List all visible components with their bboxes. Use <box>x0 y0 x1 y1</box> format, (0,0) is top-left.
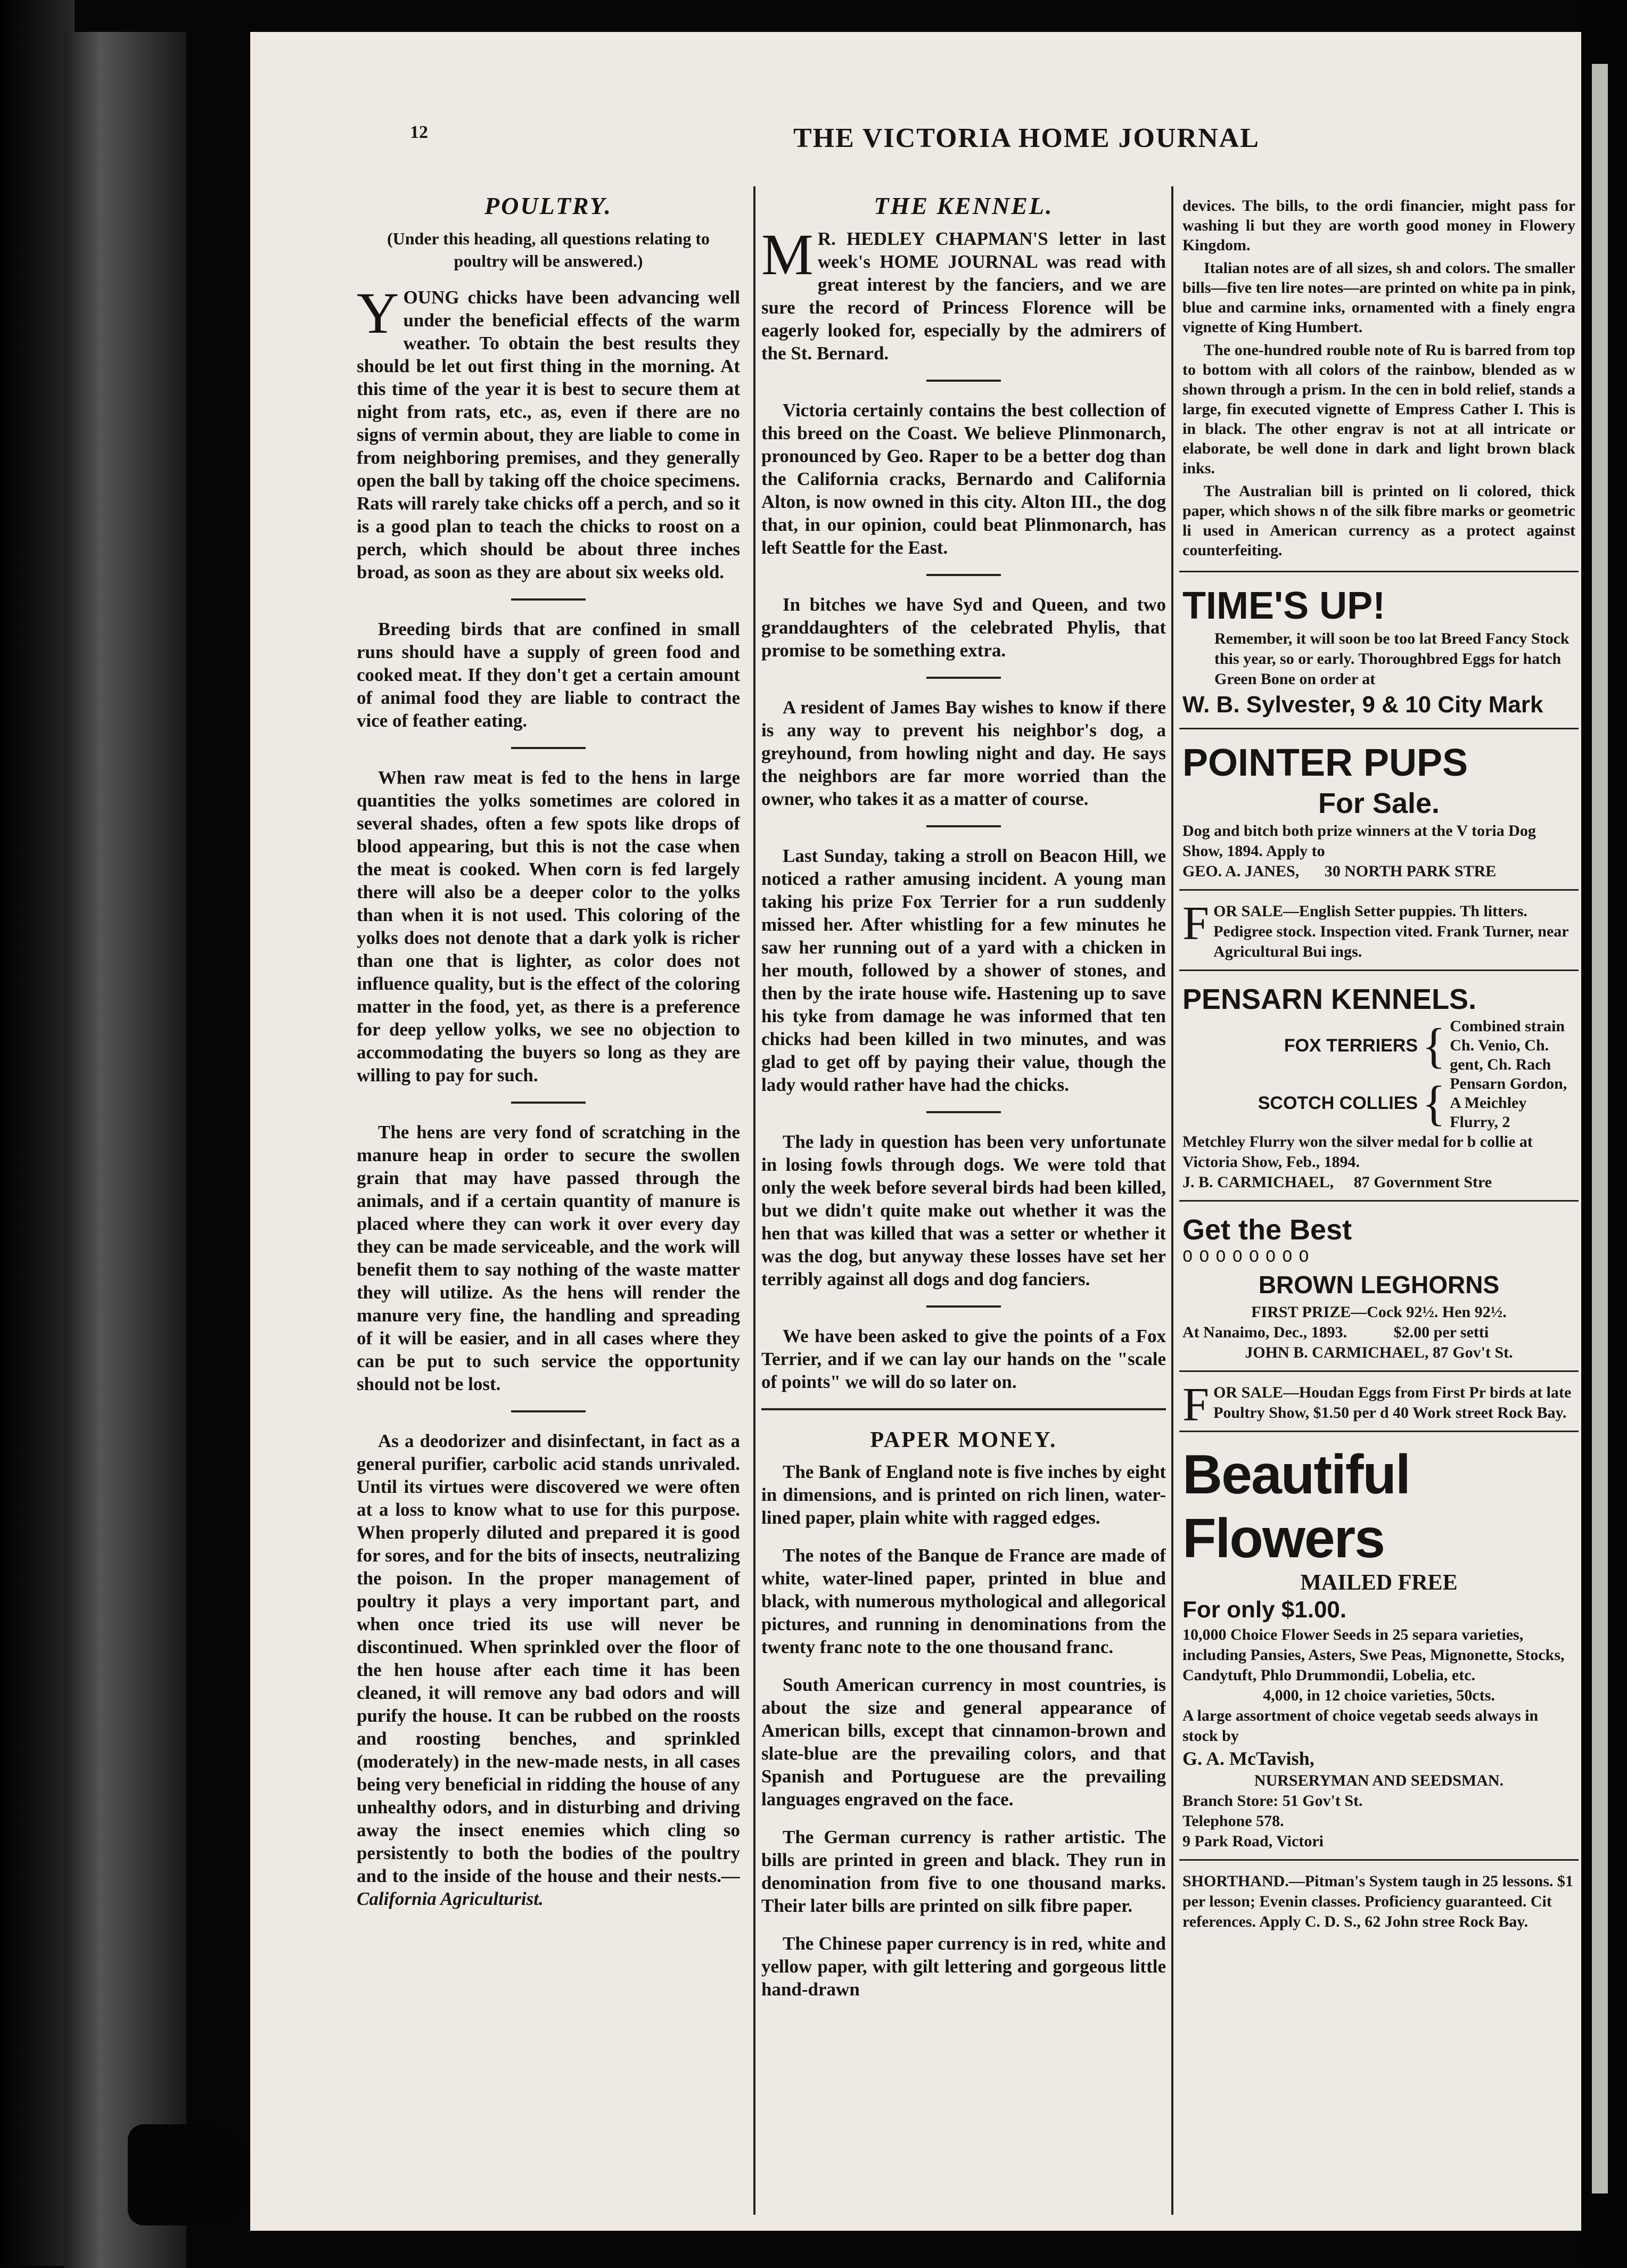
ad-headline: Get the Best <box>1182 1214 1352 1246</box>
ad-english-setter: F OR SALE—English Setter puppies. Th litters. Pedigree stock. Inspection vited. Frank Turner, near Agricultural Bui ings. <box>1179 897 1579 971</box>
ad-body: SHORTHAND.—Pitman's System taugh in 25 lessons. $1 per lesson; Evenin classes. Proficiency guaranteed. Cit references. Apply C. D. S., 62 John stree Rock Bay. <box>1182 1872 1574 1930</box>
byline: —California Agriculturist. <box>357 1866 740 1909</box>
kennel-row: SCOTCH COLLIES { Pensarn Gordon, A Meichley Flurry, 2 <box>1258 1075 1567 1131</box>
ad-show: At Nanaimo, Dec., 1893. $2.00 per setti <box>1182 1324 1489 1341</box>
kennel-paragraph: We have been asked to give the points of a Fox Terrier, and if we can lay our hands on the "scale of points" we will do so later on. <box>761 1326 1166 1392</box>
masthead: THE VICTORIA HOME JOURNAL <box>793 123 1260 153</box>
paper-money-title: PAPER MONEY. <box>870 1428 1057 1452</box>
ad-footer: W. B. Sylvester, 9 & 10 City Mark <box>1182 692 1543 718</box>
ad-dots: OOOOOOOO <box>1182 1247 1316 1267</box>
drop-cap: F <box>1182 897 1210 950</box>
ad-seller-name: G. A. McTavish, <box>1182 1748 1314 1769</box>
separator-rule <box>511 1102 586 1104</box>
kennel-paragraph: A resident of James Bay wishes to know if there is any way to prevent his neighbor's dog, a greyhound, from howling night and day. He says the neighbors are far more worried than the owner, who takes it as a matter of course. <box>761 697 1166 809</box>
poultry-note: (Under this heading, all questions relating to poultry will be answered.) <box>387 229 710 270</box>
separator-rule <box>926 677 1001 679</box>
ad-branch: Branch Store: 51 Gov't St. <box>1182 1792 1363 1810</box>
separator-rule <box>926 380 1001 382</box>
drop-cap: M <box>761 222 814 287</box>
kennel-paragraph: The lady in question has been very unfortunate in losing fowls through dogs. We were told that only the week before several birds had been killed, but we didn't quite make out whether it was the hen that was killed that was a setter or whether it was the dog, but anyway these losses have set her terribly against all dogs and dog fanciers. <box>761 1131 1166 1289</box>
kennel-paragraph: In bitches we have Syd and Queen, and two granddaughters of the celebrated Phylis, that promise to be something extra. <box>761 594 1166 661</box>
paper-money-paragraph: The Bank of England note is five inches by eight in dimensions, and is printed on rich linen, water-lined paper, plain white with ragged edges. <box>761 1461 1166 1528</box>
drop-cap: Y <box>357 281 399 346</box>
paper-money-continuation: devices. The bills, to the ordi financier, might pass for washing li but they are worth good money in Flowery Kingdom. Italian notes are of all sizes, sh and colors. The smaller bills—five ten lire notes—are printed on white pa in pink, blue and carmine inks, ornamented with a finely engra vignette of King Humbert. The one-hundred rouble note of Ru is barred from top to bottom with all colors of the rainbow, blended as w shown through a prism. In the cen in bold relief, stands a large, fin executed vignette of Empress Cather I. This is in black. The other engrav is not at all intricate or elaborate, be well done in dark and light brown black inks. The Australian bill is printed on li colored, thick paper, which shows n of the silk fibre marks or geometric li used in American currency as a protect against counterfeiting. <box>1179 192 1579 572</box>
ad-beautiful-flowers <box>1179 1439 1579 1861</box>
separator-rule <box>926 1111 1001 1113</box>
ad-pointer-pups <box>1179 736 1579 891</box>
ad-body: Dog and bitch both prize winners at the V toria Dog Show, 1894. Apply to <box>1182 822 1536 860</box>
ad-houdan-eggs: F OR SALE—Houdan Eggs from First Pr birds at late Poultry Show, $1.50 per d 40 Work street Rock Bay. <box>1179 1378 1579 1432</box>
column-rule <box>1171 186 1173 2215</box>
binding-strip <box>64 32 186 2268</box>
ad-subhead: For Sale. <box>1318 787 1440 819</box>
poultry-column <box>357 192 740 1925</box>
separator-rule <box>926 1305 1001 1308</box>
drop-cap: F <box>1182 1378 1210 1431</box>
poultry-paragraph: Breeding birds that are confined in small runs should have a supply of green food and cooked meat. If they don't get a certain amount of animal food they are liable to contract the vice of feather eating. <box>357 619 740 731</box>
separator-rule <box>511 747 586 749</box>
ad-body: A large assortment of choice vegetab seeds always in stock by <box>1182 1707 1539 1745</box>
poultry-paragraph: Y OUNG chicks have been advancing well under the beneficial effects of the warm weather. To obtain the best results they should be let out first thing in the morning. At this time of the year it is best to secure them at night from rats, etc., as, even if there are no signs of vermin about, they are liable to come in from neighboring premises, and they generally open the ball by taking off the choice specimens. Rats will rarely take chicks off a perch, and so it is a good plan to teach the chicks to roost on a perch, which should be about three inches broad, as soon as they are about six weeks old. <box>357 281 740 582</box>
ad-price: For only $1.00. <box>1182 1597 1347 1623</box>
poultry-title: POULTRY. <box>484 192 612 219</box>
ad-times-up <box>1179 579 1579 729</box>
ads-column <box>1179 192 1579 1946</box>
ad-contact: GEO. A. JANES, 30 NORTH PARK STRE <box>1182 862 1497 880</box>
kennel-row: FOX TERRIERS { Combined strain Ch. Venio, Ch. gent, Ch. Rach <box>1284 1017 1565 1073</box>
paper-money-paragraph: South American currency in most countries, is about the size and general appearance of American bills, except that cinnamon-brown and slate-blue are the prevailing colors, and that Spanish and Portuguese are the prevailing languages engraved on the face. <box>761 1674 1166 1810</box>
scan-left-edge <box>0 0 75 2266</box>
ad-headline: TIME'S UP! <box>1182 585 1386 627</box>
column-rule <box>753 186 755 2215</box>
clip-tab <box>128 2124 250 2225</box>
ad-trade: NURSERYMAN AND SEEDSMAN. <box>1254 1772 1504 1789</box>
ad-phone: Telephone 578. <box>1182 1812 1284 1830</box>
ad-body: Remember, it will soon be too lat Breed Fancy Stock this year, so or early. Thoroughbred Eggs for hatch Green Bone on order at <box>1214 630 1570 688</box>
separator-rule <box>511 1410 586 1412</box>
newspaper-page <box>250 32 1587 2231</box>
ad-prize: FIRST PRIZE—Cock 92½. Hen 92½. <box>1251 1303 1507 1321</box>
ad-headline: PENSARN KENNELS. <box>1182 983 1477 1015</box>
kennel-paragraph: Victoria certainly contains the best collection of this breed on the Coast. We believe Plinmonarch, pronounced by Geo. Raper to be a better dog than the California cracks, Bernardo and California Alton, is now owned in this city. Alton III., the dog that, in our opinion, could beat Plinmonarch, has left Seattle for the East. <box>761 400 1166 558</box>
paper-money-paragraph: The notes of the Banque de France are made of white, water-lined paper, printed in blue and black, with numerous mythological and allegorical pictures, and running in denominations from the twenty franc note to the one thousand franc. <box>761 1545 1166 1657</box>
scan-right-strip <box>1592 64 1608 2193</box>
ad-body: 4,000, in 12 choice varieties, 50cts. <box>1263 1687 1495 1704</box>
separator-rule <box>926 825 1001 827</box>
kennel-title: THE KENNEL. <box>874 192 1054 219</box>
poultry-paragraph: When raw meat is fed to the hens in large quantities the yolks sometimes are colored in several shades, often a few spots like drops of blood appearing, but this is not the case when the meat is cooked. When corn is fed largely there will also be a deeper color to the yolks than when it is not used. This coloring of the yolks does not denote that a dark yolk is richer than one that is lighter, as color does not influence quality, but is the effect of the coloring matter in the food, yet, as there is a preference for deep yellow yolks, we see no objection to accommodating the buyers so long as they are willing to pay for such. <box>357 767 740 1086</box>
kennel-column <box>761 192 1166 2016</box>
ad-headline: Beautiful Flowers <box>1182 1444 1410 1569</box>
kennel-paragraph: M R. HEDLEY CHAPMAN'S letter in last week's HOME JOURNAL was read with great interest by the fanciers, and we are sure the record of Princess Florence will be eagerly looked for, especially by the admirers of the St. Bernard. <box>761 222 1166 364</box>
ad-body: 10,000 Choice Flower Seeds in 25 separa varieties, including Pansies, Asters, Swe Peas, Mignonette, Stocks, Candytuft, Phlo Drummondii, Lobelia, etc. <box>1182 1626 1565 1684</box>
page-number: 12 <box>410 122 428 142</box>
ad-brown-leghorns <box>1179 1208 1579 1372</box>
ad-seller: JOHN B. CARMICHAEL, 87 Gov't St. <box>1245 1344 1513 1361</box>
kennel-paragraph: Last Sunday, taking a stroll on Beacon Hill, we noticed a rather amusing incident. A young man taking his prize Fox Terrier for a run suddenly missed her. After whistling for a few minutes he saw her running out of a yard with a chicken in her mouth, followed by a shower of stones, and then by the irate house wife. Hastening up to save his tyke from damage he was informed that ten chicks had been killed in two minutes, and was glad to get off by paying their value, though the lady would rather have had the chicks. <box>761 845 1166 1095</box>
ad-contact: J. B. CARMICHAEL, 87 Government Stre <box>1182 1173 1492 1191</box>
paper-money-paragraph: The German currency is rather artistic. The bills are printed in green and black. They run in denomination from five to one thousand marks. Their later bills are printed on silk fibre paper. <box>761 1827 1166 1916</box>
separator-rule <box>511 598 586 601</box>
ad-subhead: BROWN LEGHORNS <box>1258 1271 1500 1299</box>
ad-main-address: 9 Park Road, Victori <box>1182 1833 1324 1850</box>
ad-shorthand <box>1179 1867 1579 1940</box>
ad-note: Metchley Flurry won the silver medal for b collie at Victoria Show, Feb., 1894. <box>1182 1133 1533 1171</box>
ad-pensarn-kennels <box>1179 977 1579 1202</box>
separator-rule <box>926 574 1001 576</box>
poultry-paragraph: As a deodorizer and disinfectant, in fact as a general purifier, carbolic acid stands unrivaled. Until its virtues were discovered we were often at a loss to know what to use for this purpose. When properly diluted and prepared it is good for sores, and for the bits of insects, neutralizing the poison. In the proper management of poultry it plays a very important part, and when once tried its use will never be discontinued. When sprinkled over the floor of the hen house after each time it has been cleaned, it will remove any bad odors and will purify the house. It can be rubbed on the roosts and roosting benches, and sprinkled (moderately) in the new-made nests, in all cases being very beneficial in ridding the house of any unhealthy odors, and in disturbing and driving away the insect enemies which cling so persistently to both the bodies of the poultry and to the inside of the house and their nests.—California Agriculturist. <box>357 1431 740 1909</box>
paper-money-paragraph: The Chinese paper currency is in red, white and yellow paper, with gilt lettering and gorgeous little hand-drawn <box>761 1933 1166 2000</box>
poultry-paragraph: The hens are very fond of scratching in the manure heap in order to secure the swollen grain that may have passed through the animals, and if a certain quantity of manure is placed where they can work it over every day they can be made serviceable, and the work will benefit them to say nothing of the waste matter they will utilize. As the hens will render the manure very fine, the handling and spreading of it will be easier, and in all cases where they can be put to such service the opportunity should not be lost. <box>357 1122 740 1394</box>
ad-mailed: MAILED FREE <box>1300 1571 1458 1595</box>
ad-headline: POINTER PUPS <box>1182 742 1468 784</box>
separator-rule <box>761 1408 1166 1410</box>
